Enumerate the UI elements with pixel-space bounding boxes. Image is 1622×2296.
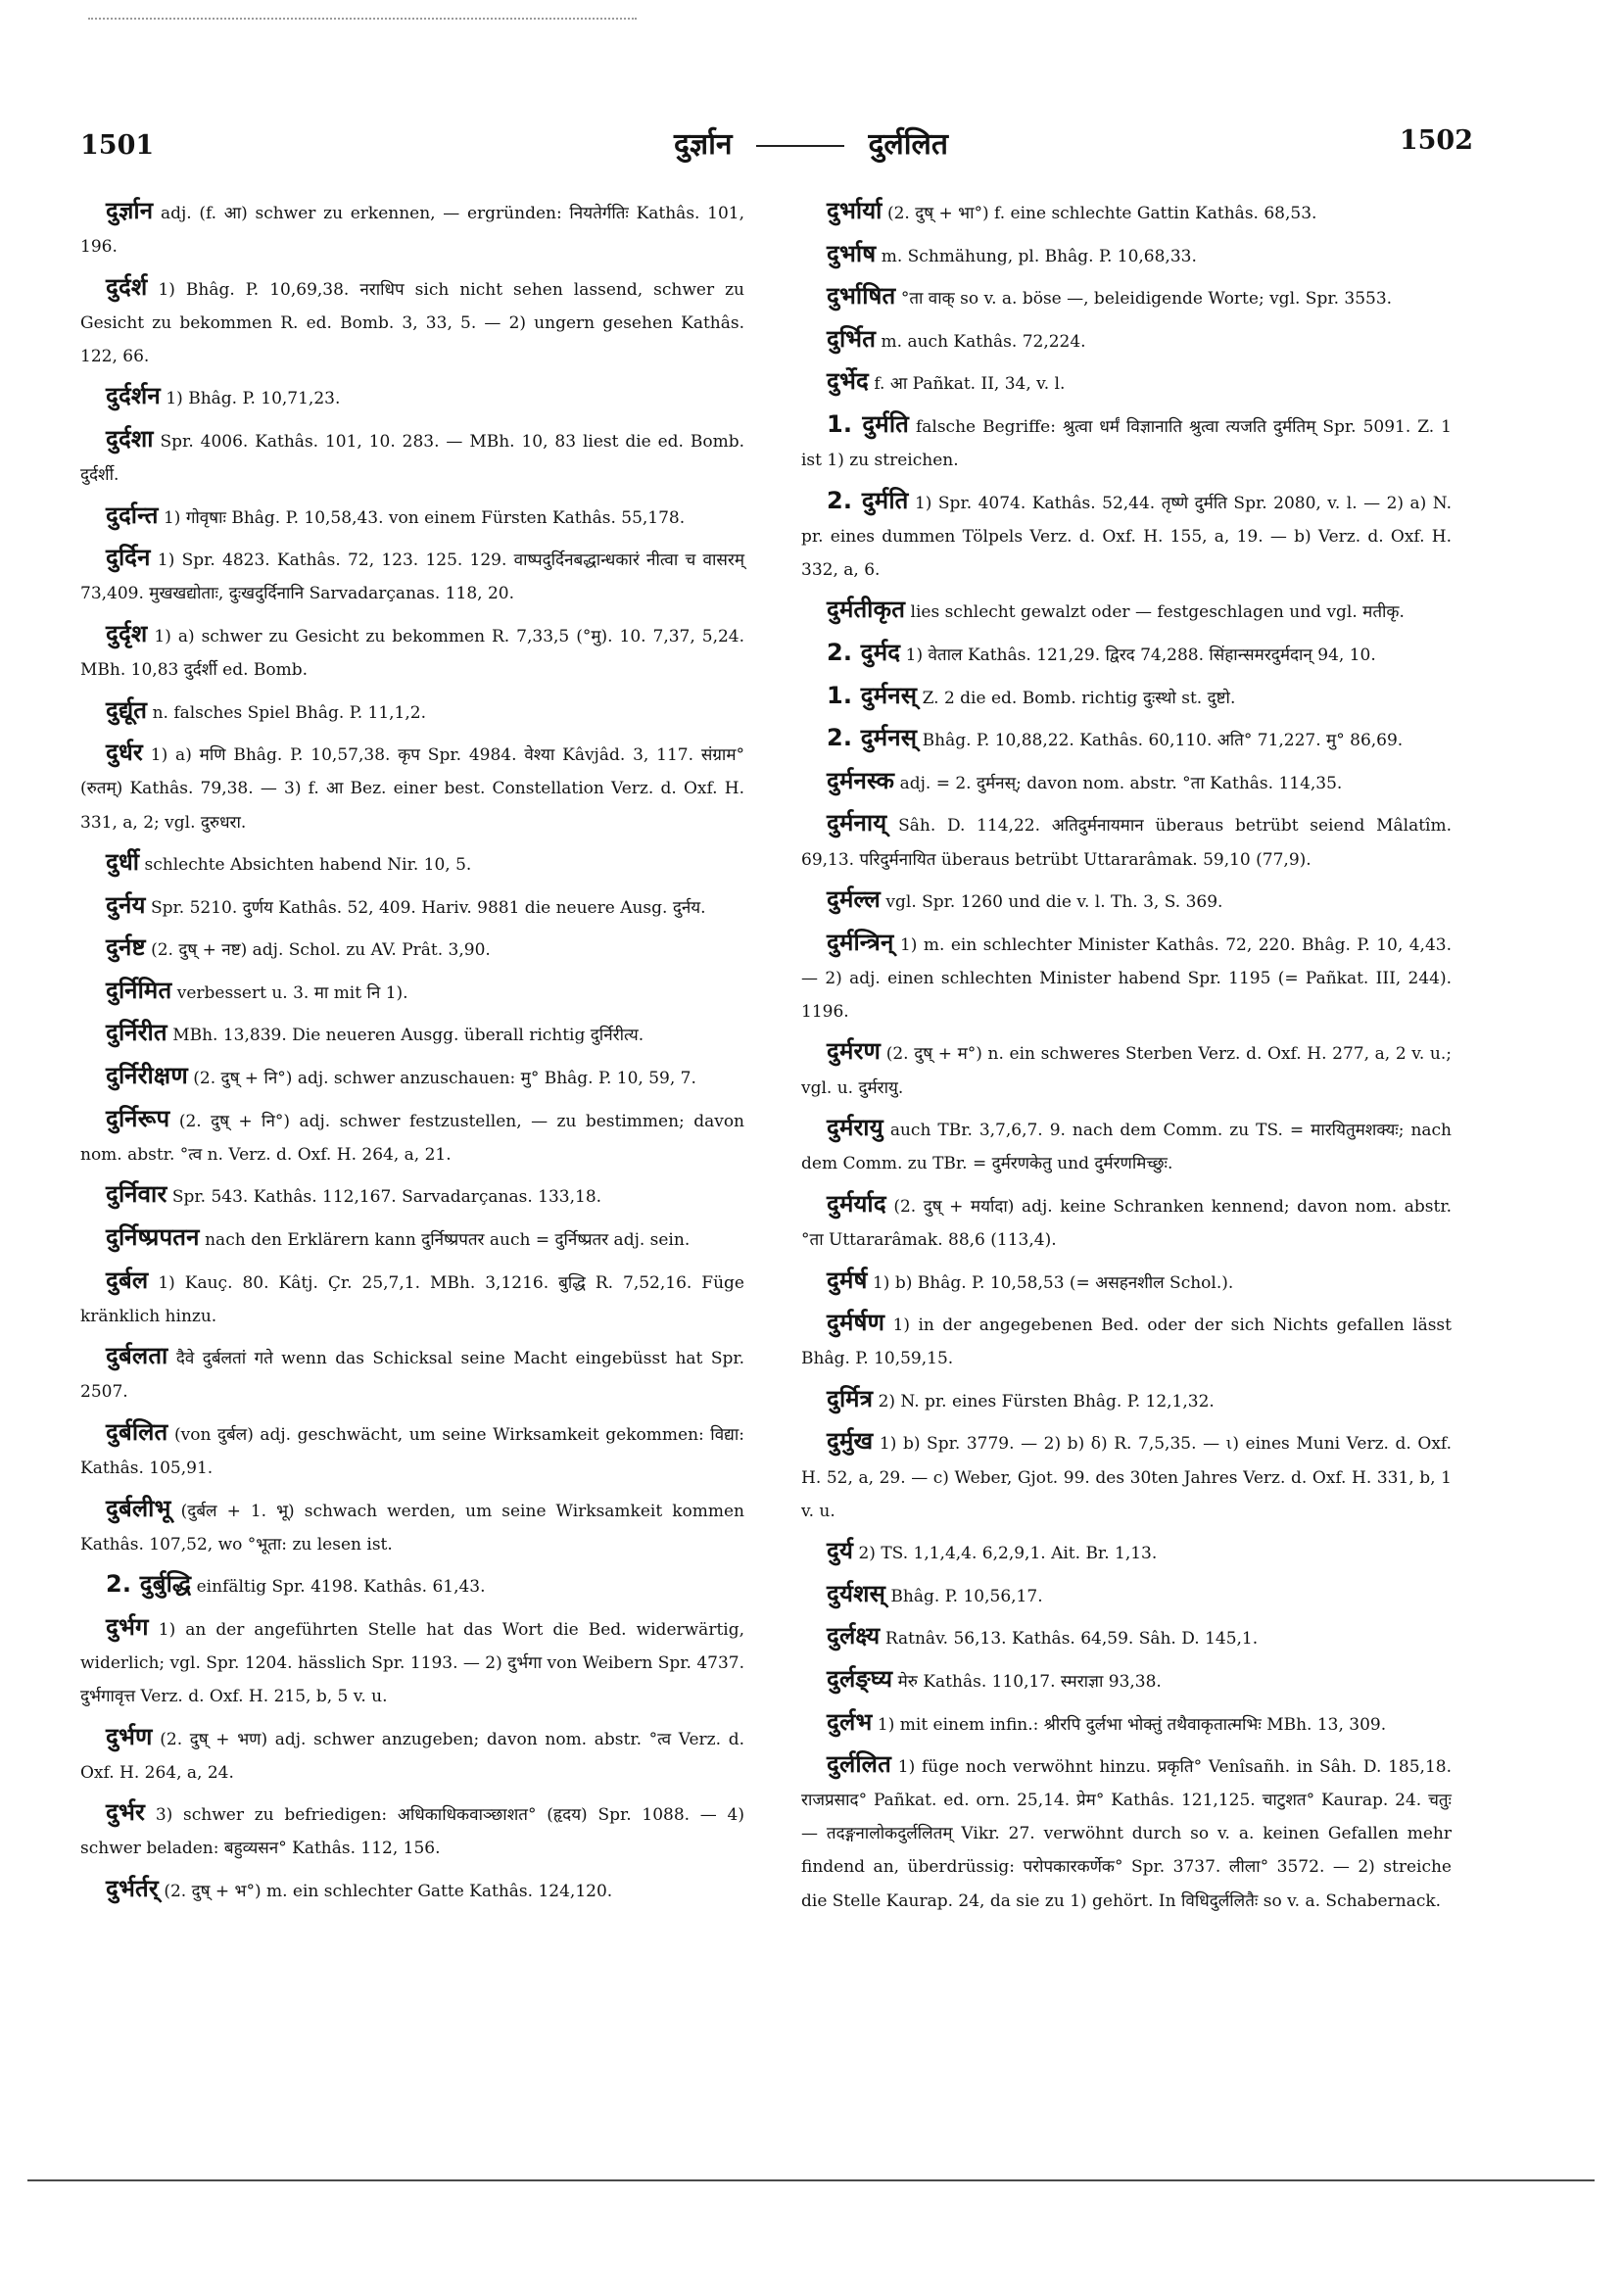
entry-text: m. auch Kathâs. 72,224. xyxy=(881,331,1086,352)
entry-text: Spr. 5210. दुर्णय Kathâs. 52, 409. Hariv. 9881 die neuere Ausg. दुर्नय. xyxy=(151,897,706,918)
dictionary-entry xyxy=(80,1415,744,1485)
entry-headword: दुर्भित xyxy=(827,324,877,353)
entry-text: °ता वाक् so v. a. böse —, beleidigende Worte; vgl. Spr. 3553. xyxy=(900,289,1393,310)
entry-text: lies schlecht gewalzt oder — festgeschlagen und vgl. मतीकृ. xyxy=(910,602,1405,623)
entry-text: Bhâg. P. 10,88,22. Kathâs. 60,110. अति° 71,227. मु° 86,69. xyxy=(922,731,1404,751)
entry-text: Sâh. D. 114,22. अतिदुर्मनायमान überaus betrübt seiend Mâlatîm. 69,13. परिदुर्मनायित überaus betrübt Uttararâmak. 59,10 (77,9). xyxy=(801,816,1452,870)
entry-text: 1) Bhâg. P. 10,71,23. xyxy=(166,389,341,409)
entry-text: (2. दुष् + म°) n. ein schweres Sterben Verz. d. Oxf. H. 277, a, 2 v. u.; vgl. u. दुर्मरायु. xyxy=(801,1044,1453,1098)
dictionary-entry xyxy=(80,270,744,373)
entry-headword: दुर्ललित xyxy=(827,1750,891,1779)
dictionary-entry xyxy=(801,1264,1452,1300)
entry-headword: दुर्लभ xyxy=(827,1707,873,1736)
entry-text: adj. (f. आ) schwer zu erkennen, — ergründen: नियतेर्गतिः Kathâs. 101, 196. xyxy=(80,204,744,258)
entry-headword: दुर्बल xyxy=(106,1266,149,1294)
dictionary-entry xyxy=(80,1567,744,1603)
dictionary-entry xyxy=(80,379,744,415)
dictionary-entry xyxy=(801,636,1452,672)
entry-text: falsche Begriffe: श्रुत्वा धर्मं विज्ञानाति श्रुत्वा त्यजति दुर्मतिम् Spr. 5091. Z. 1 ist 1) zu streichen. xyxy=(801,416,1452,471)
entry-text: 1) Spr. 4823. Kathâs. 72, 123. 125. 129. वाष्पदुर्दिनबद्धान्धकारं नीत्वा च वासरम् 73,409. मुखखद्योताः, दुःखदुर्दिनानि Sarvadarçanas. 118, 20. xyxy=(80,550,744,604)
dictionary-entry xyxy=(801,1382,1452,1418)
entry-headword: दुर्धर xyxy=(106,739,143,767)
entry-text: 1) वेताल Kathâs. 121,29. द्विरद 74,288. सिंहान्समरदुर्मदान् 94, 10. xyxy=(905,646,1376,666)
entry-headword: दुर्लक्ष्य xyxy=(827,1622,881,1650)
entry-headword: दुर्दर्शन xyxy=(106,382,161,410)
entry-headword: दुर्नष्ट xyxy=(106,933,146,962)
entry-text: verbessert u. 3. मा mit नि 1). xyxy=(176,982,408,1003)
entry-headword: दुर्मन्त्रिन् xyxy=(827,928,894,956)
entry-headword: दुर्मर्षण xyxy=(827,1309,885,1337)
entry-text: 1) mit einem infin.: श्रीरपि दुर्लभा भोक्तुं तथैवाकृतात्मभिः MBh. 13, 309. xyxy=(877,1714,1387,1735)
entry-text: 1) a) schwer zu Gesicht zu bekommen R. 7,33,5 (°मु). 10. 7,37, 5,24. MBh. 10,83 दुर्दर्शी ed. Bomb. xyxy=(80,627,745,681)
entry-headword: दुर्भण xyxy=(106,1722,153,1750)
dictionary-entry xyxy=(801,322,1452,359)
dictionary-entry xyxy=(801,926,1452,1028)
entry-headword: दुर्मर्याद xyxy=(827,1189,886,1218)
entry-headword: 1. दुर्मति xyxy=(827,409,909,438)
entry-text: (2. दुष् + नि°) adj. schwer anzuschauen: मु° Bhâg. P. 10, 59, 7. xyxy=(193,1069,696,1089)
entry-headword: दुर्भाष xyxy=(827,239,877,267)
entry-text: Ratnâv. 56,13. Kathâs. 64,59. Sâh. D. 145,1. xyxy=(884,1629,1259,1650)
dictionary-entry xyxy=(801,679,1452,715)
entry-headword: दुर्निरीक्षण xyxy=(106,1062,188,1090)
running-head-dash xyxy=(756,145,844,147)
entry-headword: दुर्दिन xyxy=(106,544,151,572)
dictionary-entry xyxy=(80,541,744,610)
dictionary-entry xyxy=(80,1177,744,1214)
entry-text: (दुर्बल + 1. भू) schwach werden, um seine Wirksamkeit kommen Kathâs. 107,52, wo °भूता: zu lesen ist. xyxy=(80,1501,745,1555)
entry-headword: दुर्मुख xyxy=(827,1427,874,1456)
entry-headword: दुर्लङ्घ्य xyxy=(827,1664,893,1693)
entry-text: 1) Spr. 4074. Kathâs. 52,44. तृष्णे दुर्मति Spr. 2080, v. l. — 2) a) N. pr. eines dummen Tölpels Verz. d. Oxf. H. 155, a, 19. — b) Verz. d. Oxf. H. 332, a, 6. xyxy=(801,493,1453,580)
entry-text: adj. = 2. दुर्मनस्; davon nom. abstr. °ता Kathâs. 114,35. xyxy=(899,773,1343,793)
entry-headword: दुर्भेद xyxy=(827,367,869,396)
entry-text: 1) गोवृषाः Bhâg. P. 10,58,43. von einem Fürsten Kathâs. 55,178. xyxy=(163,507,686,528)
entry-text: (2. दुष् + नि°) adj. schwer festzustellen, — zu bestimmen; davon nom. abstr. °त्व n. Verz. d. Oxf. H. 264, a, 21. xyxy=(80,1111,745,1165)
dictionary-entry xyxy=(801,721,1452,757)
dictionary-entry xyxy=(80,617,744,687)
entry-headword: दुर्भग xyxy=(106,1612,149,1641)
entry-headword: दुर्द्यूत xyxy=(106,695,148,724)
dictionary-entry xyxy=(801,764,1452,800)
entry-headword: दुर्दशा xyxy=(106,425,154,454)
entry-text: auch TBr. 3,7,6,7. 9. nach dem Comm. zu TS. = मारयितुमशक्यः; nach dem Comm. zu TBr. = दुर्मरणकेतु und दुर्मरणमिच्छुः. xyxy=(801,1121,1452,1174)
entry-headword: दुर्धी xyxy=(106,848,140,877)
dictionary-entry xyxy=(801,407,1452,477)
dictionary-entry xyxy=(801,593,1452,629)
entry-headword: दुर्बलित xyxy=(106,1417,168,1446)
dictionary-entry xyxy=(80,1102,744,1172)
dictionary-entry xyxy=(801,484,1452,587)
entry-text: Bhâg. P. 10,56,17. xyxy=(890,1586,1043,1606)
dictionary-entry xyxy=(80,194,744,263)
entry-headword: दुर्मनस्क xyxy=(827,766,895,794)
entry-text: schlechte Absichten habend Nir. 10, 5. xyxy=(144,855,472,876)
entry-text: 1) b) Bhâg. P. 10,58,53 (= असहनशील Schol.). xyxy=(872,1272,1234,1293)
entry-headword: 2. दुर्मद xyxy=(827,639,901,667)
entry-text: (von दुर्बल) adj. geschwächt, um seine Wirksamkeit gekommen: विद्या: Kathâs. 105,91. xyxy=(80,1424,745,1478)
entry-text: nach den Erklärern kann दुर्निष्प्रपतर auch = दुर्निष्प्रतर adj. sein. xyxy=(205,1229,691,1250)
entry-text: 1) an der angeführten Stelle hat das Wort die Bed. widerwärtig, widerlich; vgl. Spr. 1204. hässlich Spr. 1193. — 2) दुर्भगा von Weibern Spr. 4737. दुर्भगावृत्त Verz. d. Oxf. H. 215, b, 5 v. u. xyxy=(80,1619,744,1707)
entry-headword: दुर्नय xyxy=(106,890,146,919)
dictionary-entry xyxy=(80,499,744,535)
dictionary-entry xyxy=(801,1619,1452,1655)
entry-text: (2. दुष् + मर्यादा) adj. keine Schranken kennend; davon nom. abstr. °ता Uttararâmak. 88,6 (113,4). xyxy=(801,1196,1452,1250)
entry-headword: 2. दुर्बुद्धि xyxy=(106,1570,192,1599)
right-page-number: 1502 xyxy=(1399,125,1473,156)
entry-text: 2) N. pr. eines Fürsten Bhâg. P. 12,1,32. xyxy=(878,1391,1215,1411)
dictionary-entry xyxy=(801,1534,1452,1570)
entry-headword: दुर्निरूप xyxy=(106,1104,170,1132)
entry-headword: दुर्मल्ल xyxy=(827,885,881,914)
entry-headword: दुर्ज्ञान xyxy=(106,197,154,224)
dictionary-entry xyxy=(80,931,744,967)
entry-text: 1) m. ein schlechter Minister Kathâs. 72, 220. Bhâg. P. 10, 4,43. — 2) adj. einen schlechten Minister habend Spr. 1195 (= Pañkat. III, 244). 1196. xyxy=(801,934,1452,1022)
right-column xyxy=(801,194,1452,1924)
entry-text: 1) b) Spr. 3779. — 2) b) δ) R. 7,5,35. — ι) eines Muni Verz. d. Oxf. H. 52, a, 29. — c) Weber, Gjot. 99. des 30ten Jahres Verz. d. Oxf. H. 331, b, 1 v. u. xyxy=(801,1434,1452,1521)
entry-text: 1) Kauç. 80. Kâtj. Çr. 25,7,1. MBh. 3,1216. बुद्धि R. 7,52,16. Füge kränklich hinzu. xyxy=(80,1272,744,1326)
entry-headword: दुर्बलीभू xyxy=(106,1494,171,1522)
dictionary-entry xyxy=(80,1220,744,1257)
dictionary-entry xyxy=(801,364,1452,401)
entry-headword: दुर्मित्र xyxy=(827,1384,874,1412)
running-head-right: दुर्ललित xyxy=(868,127,948,162)
entry-text: (2. दुष् + भा°) f. eine schlechte Gattin Kathâs. 68,53. xyxy=(886,204,1317,223)
dictionary-entry xyxy=(801,1306,1452,1375)
dictionary-entry xyxy=(801,1111,1452,1180)
dictionary-entry xyxy=(801,883,1452,919)
entry-text: (2. दुष् + नष्ट) adj. Schol. zu AV. Prât. 3,90. xyxy=(151,940,491,961)
entry-headword: दुर्मरायु xyxy=(827,1114,883,1142)
dictionary-entry xyxy=(80,736,744,838)
dictionary-entry xyxy=(80,1795,744,1865)
dictionary-entry xyxy=(801,1034,1452,1104)
entry-headword: 1. दुर्मनस् xyxy=(827,681,918,709)
dictionary-entry xyxy=(80,1872,744,1908)
dictionary-entry xyxy=(80,1059,744,1095)
entry-headword: दुर्य xyxy=(827,1537,854,1565)
dictionary-entry xyxy=(801,1187,1452,1257)
dictionary-entry xyxy=(80,1492,744,1561)
dictionary-entry xyxy=(801,1662,1452,1698)
entry-text: 1) Bhâg. P. 10,69,38. नराधिप sich nicht sehen lassend, schwer zu Gesicht zu bekommen R. ed. Bomb. 3, 33, 5. — 2) ungern gesehen Kathâs. 122, 66. xyxy=(80,279,745,366)
entry-text: (2. दुष् + भ°) m. ein schlechter Gatte Kathâs. 124,120. xyxy=(164,1882,613,1902)
entry-headword: दुर्भार्या xyxy=(827,197,883,224)
entry-text: 2) TS. 1,1,4,4. 6,2,9,1. Ait. Br. 1,13. xyxy=(858,1544,1158,1564)
entry-headword: दुर्निमित xyxy=(106,976,172,1004)
entry-text: मेरु Kathâs. 110,17. स्मराज्ञा 93,38. xyxy=(897,1671,1162,1692)
running-head-left: दुर्ज्ञान xyxy=(674,127,733,162)
dictionary-entry xyxy=(801,1424,1452,1527)
entry-headword: दुर्मरण xyxy=(827,1037,882,1066)
bottom-rule xyxy=(27,2179,1595,2181)
entry-headword: दुर्मनाय् xyxy=(827,809,887,837)
entry-text: Z. 2 die ed. Bomb. richtig दुःस्थो st. दुष्टो. xyxy=(922,688,1236,708)
entry-headword: दुर्दृश xyxy=(106,620,148,648)
dictionary-entry xyxy=(80,1264,744,1333)
entry-text: n. falsches Spiel Bhâg. P. 11,1,2. xyxy=(152,702,426,723)
dictionary-entry xyxy=(80,845,744,882)
dictionary-entry xyxy=(801,1705,1452,1742)
entry-headword: दुर्निरीत xyxy=(106,1019,167,1047)
entry-headword: दुर्भर्तर् xyxy=(106,1875,159,1903)
left-page-number: 1501 xyxy=(80,130,155,161)
entry-headword: दुर्निवार xyxy=(106,1180,167,1209)
dictionary-entry xyxy=(80,1016,744,1052)
entry-headword: दुर्मर्ष xyxy=(827,1266,868,1294)
entry-text: vgl. Spr. 1260 und die v. l. Th. 3, S. 369. xyxy=(885,892,1223,913)
entry-text: Spr. 543. Kathâs. 112,167. Sarvadarçanas. 133,18. xyxy=(171,1187,602,1208)
running-head xyxy=(0,127,1622,163)
entry-headword: दुर्दर्श xyxy=(106,272,148,301)
entry-text: दैवे दुर्बलतां गते wenn das Schicksal seine Macht eingebüsst hat Spr. 2507. xyxy=(80,1349,745,1403)
entry-text: einfältig Spr. 4198. Kathâs. 61,43. xyxy=(196,1577,486,1598)
dictionary-entry xyxy=(801,237,1452,273)
entry-headword: 2. दुर्मनस् xyxy=(827,724,918,752)
scan-artifact-dots xyxy=(88,18,637,20)
entry-text: Spr. 4006. Kathâs. 101, 10. 283. — MBh. 10, 83 liest die ed. Bomb. दुर्दर्शी. xyxy=(80,432,744,486)
entry-text: f. आ Pañkat. II, 34, v. l. xyxy=(874,374,1066,395)
left-column xyxy=(80,194,744,1915)
dictionary-entry xyxy=(801,1577,1452,1613)
entry-headword: दुर्यशस् xyxy=(827,1579,886,1607)
dictionary-entry xyxy=(80,1720,744,1790)
entry-headword: 2. दुर्मति xyxy=(827,486,909,514)
entry-text: (2. दुष् + भण) adj. schwer anzugeben; davon nom. abstr. °त्व Verz. d. Oxf. H. 264, a, 24. xyxy=(80,1729,744,1783)
entry-text: 1) a) मणि Bhâg. P. 10,57,38. कृप Spr. 4984. वेश्या Kâvjâd. 3, 117. संग्राम° (रुतम्) Kathâs. 79,38. — 3) f. आ Bez. einer best. Constellation Verz. d. Oxf. H. 331, a, 2; vgl. दुरुधरा. xyxy=(80,745,744,833)
entry-text: 3) schwer zu befriedigen: अधिकाधिकवाञ्छाशत° (हृदय) Spr. 1088. — 4) schwer beladen: बहुव्यसन° Kathâs. 112, 156. xyxy=(80,1805,745,1859)
dictionary-entry xyxy=(80,974,744,1010)
dictionary-entry xyxy=(80,422,744,492)
dictionary-entry xyxy=(801,279,1452,315)
entry-headword: दुर्दान्त xyxy=(106,501,159,529)
entry-text: 1) in der angegebenen Bed. oder der sich Nichts gefallen lässt Bhâg. P. 10,59,15. xyxy=(801,1315,1452,1369)
dictionary-entry xyxy=(801,1747,1452,1917)
dictionary-entry xyxy=(80,1610,744,1713)
entry-text: MBh. 13,839. Die neueren Ausgg. überall richtig दुर्निरीत्य. xyxy=(172,1026,644,1046)
dictionary-entry xyxy=(801,806,1452,876)
dictionary-entry xyxy=(80,1339,744,1409)
entry-text: 1) füge noch verwöhnt hinzu. प्रकृति° Venîsañh. in Sâh. D. 185,18. राजप्रसाद° Pañkat. ed. orn. 25,14. प्रेम° Kathâs. 121,125. चाटुशत° Kaurap. 24. चतुः — तदङ्गनालोकदुर्ललितम् Vikr. 27. verwöhnt durch so v. a. keinen Gefallen mehr findend an, überdrüssig: परोपकारकर्णेक° Spr. 3737. लीला° 3572. — 2) streiche die Stelle Kaurap. 24, da sie zu 1) gehört. In विधिदुर्ललितैः so v. a. Schabernack. xyxy=(801,1757,1452,1911)
dictionary-entry xyxy=(80,694,744,730)
entry-text: m. Schmähung, pl. Bhâg. P. 10,68,33. xyxy=(881,246,1197,266)
entry-headword: दुर्बलता xyxy=(106,1342,168,1370)
entry-headword: दुर्भाषित xyxy=(827,282,896,311)
dictionary-entry xyxy=(80,888,744,925)
entry-headword: दुर्निष्प्रपतन xyxy=(106,1222,200,1251)
entry-headword: दुर्मतीकृत xyxy=(827,596,906,624)
dictionary-entry xyxy=(801,194,1452,230)
entry-headword: दुर्भर xyxy=(106,1798,146,1827)
